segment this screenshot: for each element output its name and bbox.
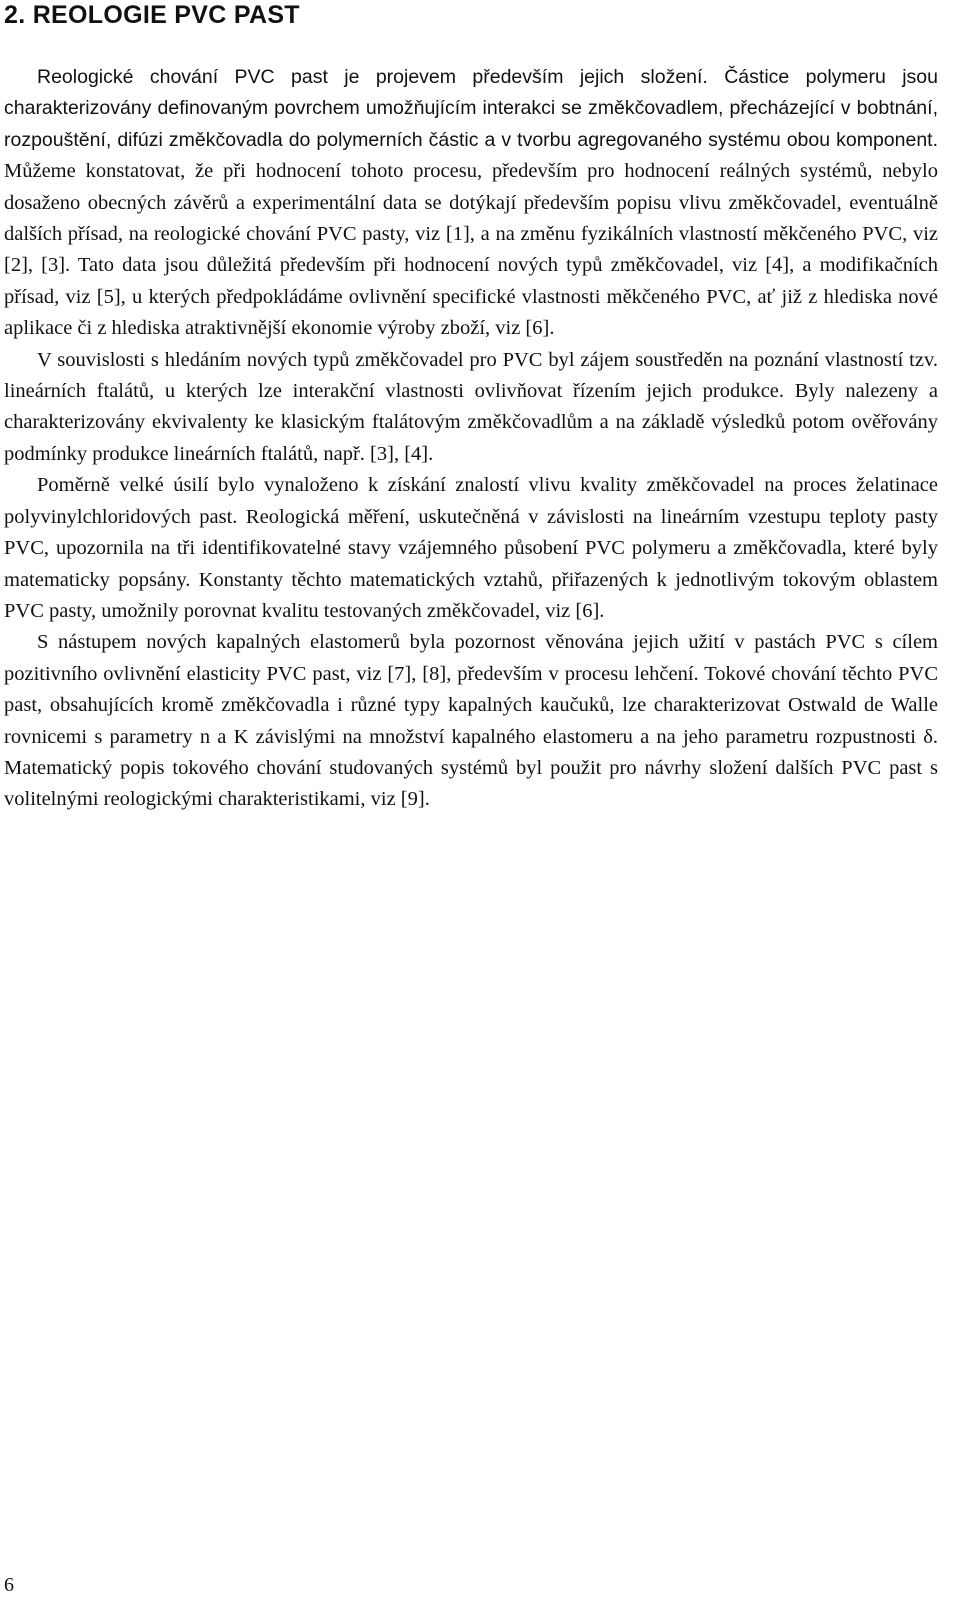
paragraph-1-sans-part: Reologické chování PVC past je projevem především jejich složení. Částice polymeru jsou charakterizovány definovaným povrchem umožňujícím interakci se změkčovadlem, přecházející v bobtnání, rozpouštění, difúzi změkčovadla do polymerních částic a v tvorbu agregovaného systému obou komponent. (4, 66, 938, 151)
section-heading: 2. REOLOGIE PVC PAST (4, 1, 300, 29)
paragraph-1 (4, 62, 938, 345)
paragraph-4: S nástupem nových kapalných elastomerů byla pozornost věnována jejich užití v pastách PVC s cílem pozitivního ovlivnění elasticity PVC past, viz [7], [8], především v procesu lehčení. Tokové chování těchto PVC past, obsahujících kromě změkčovadla i různé typy kapalných kaučuků, lze charakterizovat Ostwald de Walle rovnicemi s parametry n a K závislými na množství kapalného elastomeru a na jeho parametru rozpustnosti δ. Matematický popis tokového chování studovaných systémů byl použit pro návrhy složení dalších PVC past s volitelnými reologickými charakteristikami, viz [9]. (4, 631, 938, 811)
paragraph-2: V souvislosti s hledáním nových typů změkčovadel pro PVC byl zájem soustředěn na poznání vlastností tzv. lineárních ftalátů, u kterých lze interakční vlastnosti ovlivňovat řízením jejich produkce. Byly nalezeny a charakterizovány ekvivalenty ke klasickým ftalátovým změkčovadlům a na základě výsledků potom ověřovány podmínky produkce lineárních ftalátů, např. [3], [4]. (4, 348, 938, 465)
paragraph-3: Poměrně velké úsilí bylo vynaloženo k získání znalostí vlivu kvality změkčovadel na proces želatinace polyvinylchloridových past. Reologická měření, uskutečněná v závislosti na lineárním vzestupu teploty pasty PVC, upozornila na tři identifikovatelné stavy vzájemného působení PVC polymeru a změkčovadla, které byly matematicky popsány. Konstanty těchto matematických vztahů, přiřazených k jednotlivým tokovým oblastem PVC pasty, umožnily porovnat kvalitu testovaných změkčovadel, viz [6]. (4, 474, 938, 622)
paragraph-1-serif-part: Můžeme konstatovat, že při hodnocení tohoto procesu, především pro hodnocení reálných systémů, nebylo dosaženo obecných závěrů a experimentální data se dotýkají především popisu vlivu změkčovadel, eventuálně dalších přísad, na reologické chování PVC pasty, viz [1], a na změnu fyzikálních vlastností měkčeného PVC, viz [2], [3]. Tato data jsou důležitá především při hodnocení nových typů změkčovadel, viz [4], a modifikačních přísad, viz [5], u kterých předpokládáme ovlivnění specifické vlastnosti měkčeného PVC, ať již z hlediska nové aplikace či z hlediska atraktivnější ekonomie výroby zboží, viz [6]. (4, 160, 938, 340)
page-number: 6 (4, 1574, 14, 1596)
body-text (4, 62, 938, 816)
